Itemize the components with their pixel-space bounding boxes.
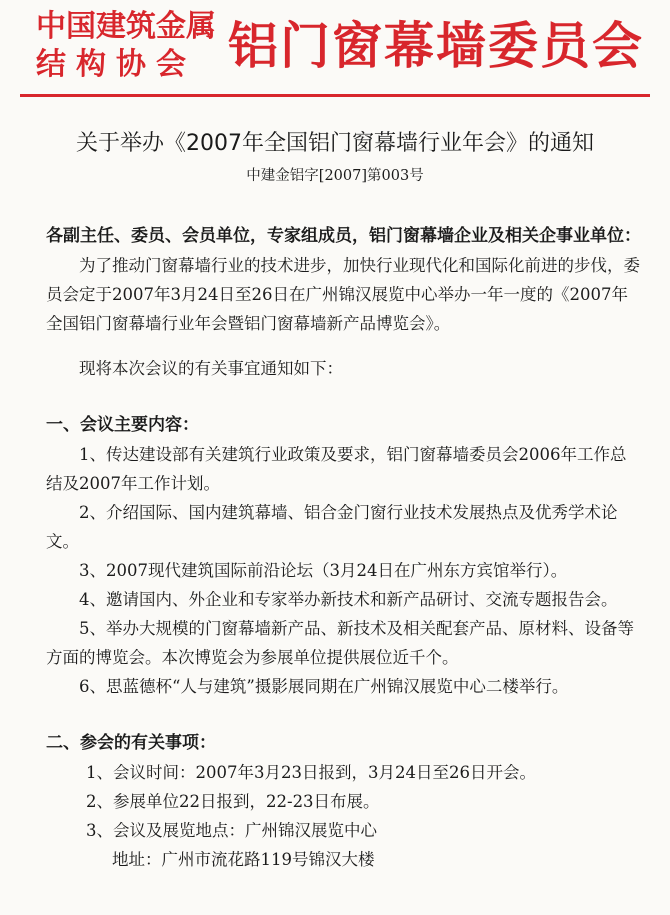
notice-body xyxy=(46,222,642,874)
section1-heading: 一、会议主要内容： xyxy=(46,415,199,435)
section1-item: 2、介绍国际、国内建筑幕墙、铝合金门窗行业技术发展热点及优秀学术论文。 xyxy=(46,503,618,551)
association-name-line2: 结构协会 xyxy=(36,47,196,82)
notice-line: 现将本次会议的有关事宜通知如下： xyxy=(79,359,343,378)
section1-item: 1、传达建设部有关建筑行业政策及要求，铝门窗幕墙委员会2006年工作总结及2007年工作计划。 xyxy=(46,445,627,493)
section1-item: 6、思蓝德杯“人与建筑”摄影展同期在广州锦汉展览中心二楼举行。 xyxy=(79,677,569,696)
addressee: 各副主任、委员、会员单位，专家组成员，铝门窗幕墙企业及相关企事业单位： xyxy=(46,226,641,246)
section1-item: 5、举办大规模的门窗幕墙新产品、新技术及相关配套产品、原材料、设备等方面的博览会。本次博览会为参展单位提供展位近千个。 xyxy=(46,619,634,667)
letterhead xyxy=(0,0,670,96)
section2-item: 1、会议时间：2007年3月23日报到，3月24日至26日开会。 xyxy=(86,763,536,782)
association-name-line1: 中国建筑金属 xyxy=(36,9,216,44)
letterhead-divider xyxy=(20,94,650,97)
section2-item: 3、会议及展览地点：广州锦汉展览中心 xyxy=(86,821,377,840)
notice-title: 关于举办《2007年全国铝门窗幕墙行业年会》的通知 xyxy=(76,131,594,156)
section2-heading: 二、参会的有关事项： xyxy=(46,733,216,753)
committee-name: 铝门窗幕墙委员会 xyxy=(228,17,644,75)
section1-item: 4、邀请国内、外企业和专家举办新技术和新产品研讨、交流专题报告会。 xyxy=(79,590,618,609)
section2-item: 2、参展单位22日报到，22-23日布展。 xyxy=(86,792,380,811)
document-number: 中建金铝字[2007]第003号 xyxy=(246,168,424,184)
intro-paragraph: 为了推动门窗幕墙行业的技术进步，加快行业现代化和国际化前进的步伐，委员会定于2007年3月24日至26日在广州锦汉展览中心举办一年一度的《2007年全国铝门窗幕墙行业年会暨铝门窗幕墙新产品博览会》。 xyxy=(46,256,640,333)
venue-address: 地址：广州市流花路119号锦汉大楼 xyxy=(112,850,375,869)
section1-item: 3、2007现代建筑国际前沿论坛（3月24日在广州东方宾馆举行）。 xyxy=(79,561,568,580)
association-name xyxy=(36,8,216,84)
